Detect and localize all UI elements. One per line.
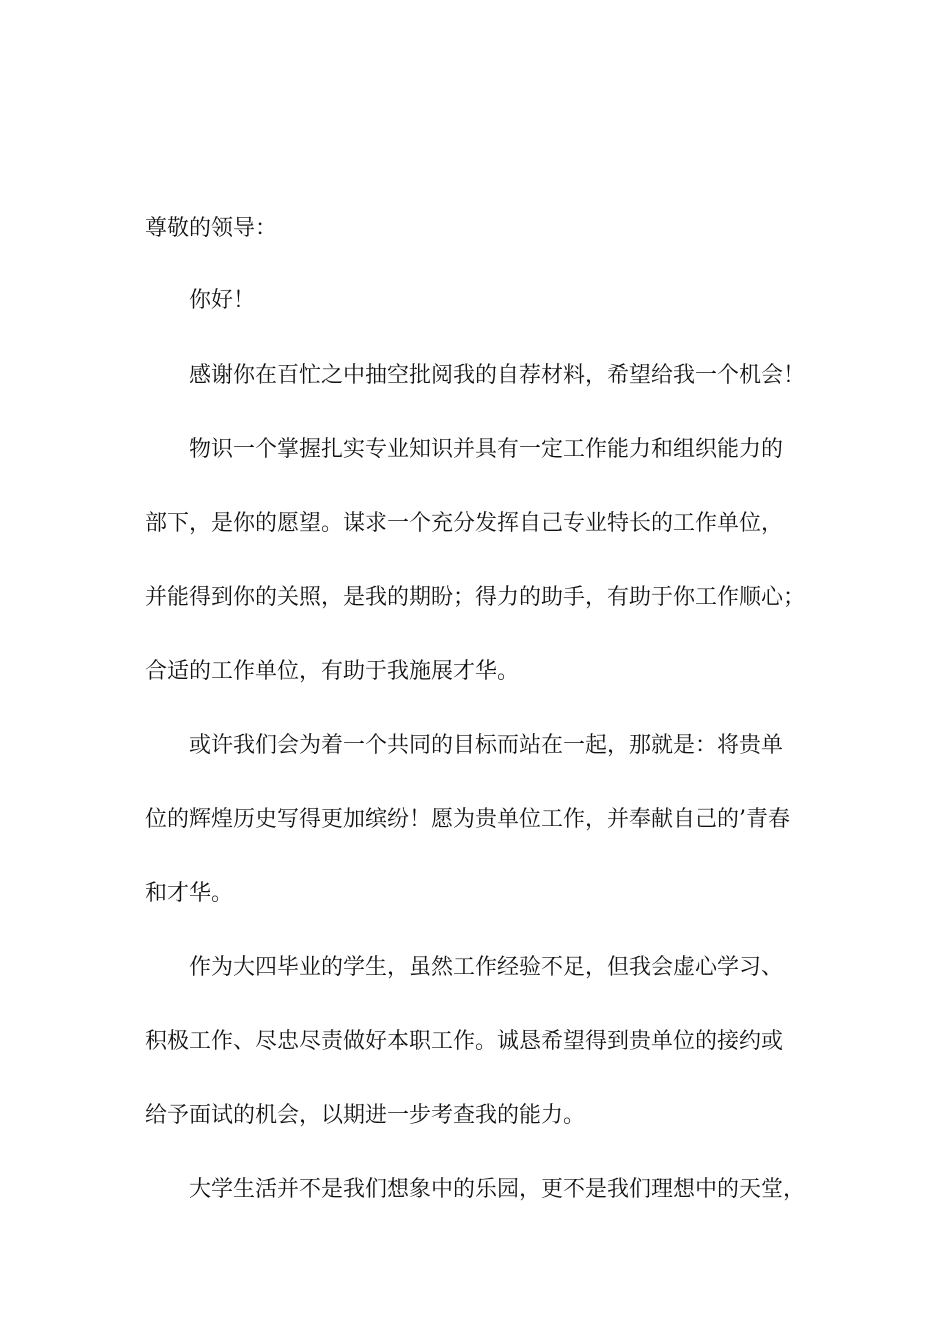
paragraph-line: 物识一个掌握扎实专业知识并具有一定工作能力和组织能力的: [189, 437, 784, 462]
paragraph-line: 感谢你在百忙之中抽空批阅我的自荐材料，希望给我一个机会！: [189, 363, 806, 388]
paragraph-line: 给予面试的机会，以期进一步考查我的能力。: [145, 1103, 586, 1128]
paragraph-line: 积极工作、尽忠尽责做好本职工作。诚恳希望得到贵单位的接约或: [145, 1029, 784, 1054]
paragraph-line: 大学生活并不是我们想象中的乐园，更不是我们理想中的天堂，: [189, 1177, 806, 1202]
paragraph-line: 并能得到你的关照，是我的期盼；得力的助手，有助于你工作顺心；: [145, 585, 806, 610]
paragraph-line: 或许我们会为着一个共同的目标而站在一起，那就是：将贵单: [189, 733, 784, 758]
paragraph-line: 合适的工作单位，有助于我施展才华。: [145, 659, 520, 684]
paragraph-line: 部下，是你的愿望。谋求一个充分发挥自己专业特长的工作单位，: [145, 511, 784, 536]
paragraph-line: 作为大四毕业的学生，虽然工作经验不足，但我会虚心学习、: [189, 955, 784, 980]
greeting-line: 你好！: [189, 288, 256, 313]
salutation: 尊敬的领导：: [145, 216, 278, 241]
paragraph-line: 和才华。: [145, 881, 234, 906]
paragraph-line: 位的辉煌历史写得更加缤纷！愿为贵单位工作，并奉献自己的’青春: [145, 807, 790, 832]
